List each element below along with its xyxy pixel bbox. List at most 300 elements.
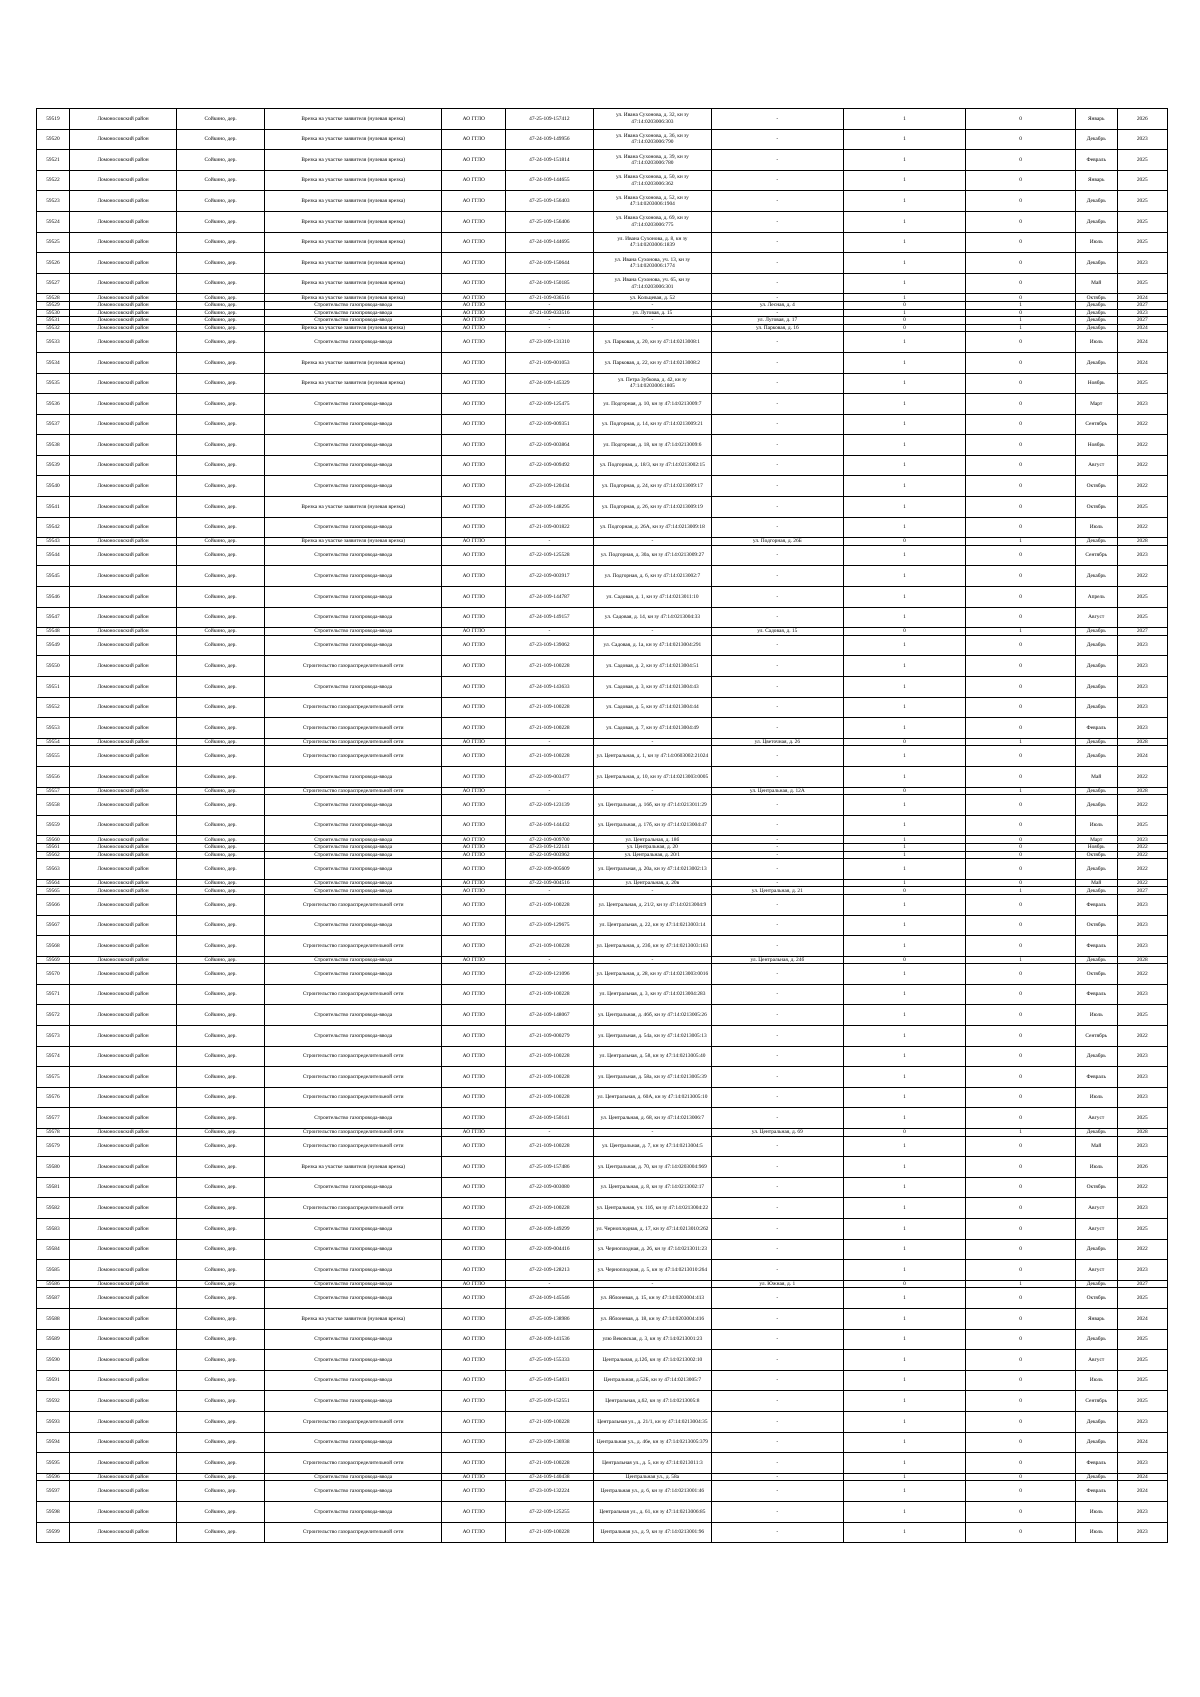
flag-a-cell: 1 — [843, 984, 966, 1005]
settlement-cell: Сойкино, дер. — [177, 656, 265, 677]
table-row — [37, 352, 1168, 373]
work-type-cell: Строительство газопровода-ввода — [264, 1026, 442, 1047]
settlement-cell: Сойкино, дер. — [177, 309, 265, 317]
row-number: 59585 — [37, 1260, 70, 1281]
year-cell: 2024 — [1117, 332, 1167, 353]
row-number: 59584 — [37, 1239, 70, 1260]
work-type-cell: Строительство газораспределительной сети — [264, 738, 442, 746]
flag-a-cell: 1 — [843, 1067, 966, 1088]
month-cell: Сентябрь — [1075, 1391, 1117, 1412]
flag-a-cell: 1 — [843, 1329, 966, 1350]
work-type-cell: Строительство газопровода-ввода — [264, 607, 442, 628]
organization-cell: АО ГГЛО — [442, 191, 506, 212]
application-code-cell: 47-21-109-001053 — [506, 352, 594, 373]
work-type-cell: Врезка на участке заявителя (нулевая врезка) — [264, 373, 442, 394]
district-cell: Ломоносовский район — [69, 1067, 176, 1088]
row-number: 59593 — [37, 1411, 70, 1432]
year-cell: 2025 — [1117, 273, 1167, 294]
work-type-cell: Строительство газопровода-ввода — [264, 414, 442, 435]
year-cell: 2023 — [1117, 1067, 1167, 1088]
flag-a-cell: 1 — [843, 545, 966, 566]
organization-cell: АО ГГЛО — [442, 815, 506, 836]
flag-b-cell: 0 — [966, 1087, 1076, 1108]
address-cell: ул. Ивана Сухонова, д. 32, кн зу 47:14:0203006:303 — [593, 109, 711, 130]
settlement-cell: Сойкино, дер. — [177, 497, 265, 518]
year-cell: 2022 — [1117, 455, 1167, 476]
address-cell: ул. Центральная, уч. 11б, кн зу 47:14:0213004:22 — [593, 1198, 711, 1219]
flag-b-cell: 0 — [966, 718, 1076, 739]
table-row — [37, 787, 1168, 795]
planned-address-cell: ул. Центральная, д. 24б — [712, 956, 844, 964]
flag-a-cell: 1 — [843, 497, 966, 518]
flag-b-cell: 1 — [966, 538, 1076, 546]
district-cell: Ломоносовский район — [69, 1136, 176, 1157]
settlement-cell: Сойкино, дер. — [177, 545, 265, 566]
district-cell: Ломоносовский район — [69, 455, 176, 476]
organization-cell: АО ГГЛО — [442, 1046, 506, 1067]
row-number: 59588 — [37, 1308, 70, 1329]
year-cell: 2022 — [1117, 1239, 1167, 1260]
month-cell: Октябрь — [1075, 1288, 1117, 1309]
settlement-cell: Сойкино, дер. — [177, 879, 265, 887]
settlement-cell: Сойкино, дер. — [177, 273, 265, 294]
address-cell: ул. Подгорная, д. 24, кн зу 47:14:0213009:17 — [593, 476, 711, 497]
organization-cell: АО ГГЛО — [442, 1198, 506, 1219]
planned-address-cell: - — [712, 697, 844, 718]
district-cell: Ломоносовский район — [69, 1005, 176, 1026]
planned-address-cell: ул. Центральная, д. 12А — [712, 787, 844, 795]
row-number: 59544 — [37, 545, 70, 566]
work-type-cell: Врезка на участке заявителя (нулевая врезка) — [264, 232, 442, 253]
planned-address-cell: - — [712, 1411, 844, 1432]
organization-cell: АО ГГЛО — [442, 859, 506, 880]
organization-cell: АО ГГЛО — [442, 394, 506, 415]
row-number: 59583 — [37, 1219, 70, 1240]
planned-address-cell: - — [712, 894, 844, 915]
settlement-cell: Сойкино, дер. — [177, 1026, 265, 1047]
address-cell: ул. Центральная, д. 60А, кн зу 47:14:0213005:10 — [593, 1087, 711, 1108]
year-cell: 2022 — [1117, 435, 1167, 456]
flag-a-cell: 1 — [843, 1481, 966, 1502]
application-code-cell: 47-24-109-144695 — [506, 232, 594, 253]
application-code-cell: 47-24-109-145329 — [506, 373, 594, 394]
flag-a-cell: 1 — [843, 936, 966, 957]
table-row — [37, 815, 1168, 836]
planned-address-cell: - — [712, 211, 844, 232]
flag-b-cell: 0 — [966, 1453, 1076, 1474]
flag-b-cell: 1 — [966, 628, 1076, 636]
table-row — [37, 1157, 1168, 1178]
flag-b-cell: 0 — [966, 697, 1076, 718]
application-code-cell: 47-25-109-154031 — [506, 1370, 594, 1391]
row-number: 59573 — [37, 1026, 70, 1047]
flag-a-cell: 0 — [843, 317, 966, 325]
application-code-cell: 47-21-109-100228 — [506, 936, 594, 957]
organization-cell: АО ГГЛО — [442, 538, 506, 546]
month-cell: Декабрь — [1075, 656, 1117, 677]
district-cell: Ломоносовский район — [69, 1219, 176, 1240]
row-number: 59541 — [37, 497, 70, 518]
flag-a-cell: 1 — [843, 517, 966, 538]
month-cell: Июль — [1075, 1087, 1117, 1108]
work-type-cell: Врезка на участке заявителя (нулевая врезка) — [264, 170, 442, 191]
planned-address-cell: - — [712, 566, 844, 587]
row-number: 59549 — [37, 635, 70, 656]
address-cell: ул. Парковая, д. 20, кн зу 47:14:0213008:1 — [593, 332, 711, 353]
planned-address-cell: - — [712, 476, 844, 497]
address-cell: - — [593, 956, 711, 964]
month-cell: Декабрь — [1075, 1411, 1117, 1432]
month-cell: Декабрь — [1075, 317, 1117, 325]
table-row — [37, 1308, 1168, 1329]
district-cell: Ломоносовский район — [69, 1177, 176, 1198]
planned-address-cell: - — [712, 677, 844, 698]
planned-address-cell: - — [712, 1308, 844, 1329]
year-cell: 2022 — [1117, 795, 1167, 816]
planned-address-cell: - — [712, 1239, 844, 1260]
flag-a-cell: 1 — [843, 1432, 966, 1453]
application-code-cell: 47-24-109-140438 — [506, 1473, 594, 1481]
application-code-cell: 47-25-109-155333 — [506, 1350, 594, 1371]
application-code-cell: 47-24-109-148295 — [506, 497, 594, 518]
address-cell: ул. Центральная, д. 28, кн зу 47:14:0213003:0016 — [593, 964, 711, 985]
planned-address-cell: - — [712, 607, 844, 628]
settlement-cell: Сойкино, дер. — [177, 1239, 265, 1260]
district-cell: Ломоносовский район — [69, 956, 176, 964]
address-cell: ул. Ивана Сухонова, уч. 13, кн зу 47:14:0203006:1774 — [593, 253, 711, 274]
district-cell: Ломоносовский район — [69, 1501, 176, 1522]
row-number: 59543 — [37, 538, 70, 546]
planned-address-cell: - — [712, 273, 844, 294]
organization-cell: АО ГГЛО — [442, 1087, 506, 1108]
row-number: 59557 — [37, 787, 70, 795]
table-row — [37, 628, 1168, 636]
month-cell: Декабрь — [1075, 253, 1117, 274]
work-type-cell: Строительство газопровода-ввода — [264, 915, 442, 936]
flag-a-cell: 1 — [843, 656, 966, 677]
organization-cell: АО ГГЛО — [442, 677, 506, 698]
row-number: 59532 — [37, 324, 70, 332]
row-number: 59522 — [37, 170, 70, 191]
flag-b-cell: 0 — [966, 150, 1076, 171]
flag-b-cell: 0 — [966, 1522, 1076, 1543]
table-row — [37, 836, 1168, 844]
flag-a-cell: 1 — [843, 836, 966, 844]
year-cell: 2025 — [1117, 232, 1167, 253]
row-number: 59571 — [37, 984, 70, 1005]
organization-cell: АО ГГЛО — [442, 294, 506, 302]
table-row — [37, 677, 1168, 698]
district-cell: Ломоносовский район — [69, 324, 176, 332]
planned-address-cell: - — [712, 1177, 844, 1198]
year-cell: 2023 — [1117, 1198, 1167, 1219]
row-number: 59568 — [37, 936, 70, 957]
application-code-cell: 47-25-109-156403 — [506, 191, 594, 212]
organization-cell: АО ГГЛО — [442, 566, 506, 587]
year-cell: 2024 — [1117, 1308, 1167, 1329]
district-cell: Ломоносовский район — [69, 476, 176, 497]
district-cell: Ломоносовский район — [69, 1391, 176, 1412]
work-type-cell: Врезка на участке заявителя (нулевая врезка) — [264, 253, 442, 274]
flag-a-cell: 1 — [843, 1501, 966, 1522]
table-row — [37, 1350, 1168, 1371]
settlement-cell: Сойкино, дер. — [177, 332, 265, 353]
flag-a-cell: 1 — [843, 1136, 966, 1157]
table-row — [37, 1108, 1168, 1129]
settlement-cell: Сойкино, дер. — [177, 1067, 265, 1088]
organization-cell: АО ГГЛО — [442, 150, 506, 171]
address-cell: ул. Центральная, д. 22, кн зу 47:14:0213003:14 — [593, 915, 711, 936]
flag-a-cell: 1 — [843, 129, 966, 150]
work-type-cell: Строительство газопровода-ввода — [264, 635, 442, 656]
flag-a-cell: 1 — [843, 1108, 966, 1129]
district-cell: Ломоносовский район — [69, 435, 176, 456]
work-type-cell: Строительство газопровода-ввода — [264, 887, 442, 895]
organization-cell: АО ГГЛО — [442, 211, 506, 232]
application-code-cell: 47-22-109-003864 — [506, 435, 594, 456]
table-row — [37, 1280, 1168, 1288]
settlement-cell: Сойкино, дер. — [177, 956, 265, 964]
planned-address-cell: - — [712, 352, 844, 373]
month-cell: Декабрь — [1075, 352, 1117, 373]
flag-a-cell: 1 — [843, 332, 966, 353]
organization-cell: АО ГГЛО — [442, 1481, 506, 1502]
month-cell: Октябрь — [1075, 476, 1117, 497]
year-cell: 2025 — [1117, 150, 1167, 171]
month-cell: Апрель — [1075, 587, 1117, 608]
table-row — [37, 1522, 1168, 1543]
organization-cell: АО ГГЛО — [442, 635, 506, 656]
year-cell: 2023 — [1117, 1501, 1167, 1522]
flag-a-cell: 1 — [843, 309, 966, 317]
month-cell: Июль — [1075, 1157, 1117, 1178]
planned-address-cell: - — [712, 332, 844, 353]
table-row — [37, 435, 1168, 456]
settlement-cell: Сойкино, дер. — [177, 1308, 265, 1329]
flag-a-cell: 1 — [843, 414, 966, 435]
address-cell: ул. Центральная, д. 21/2, кн зу 47:14:0213004:9 — [593, 894, 711, 915]
settlement-cell: Сойкино, дер. — [177, 795, 265, 816]
organization-cell: АО ГГЛО — [442, 787, 506, 795]
settlement-cell: Сойкино, дер. — [177, 766, 265, 787]
application-code-cell: 47-22-109-009492 — [506, 455, 594, 476]
address-cell: улю Вековская, д. 3, кн зу 47:14:0213001:23 — [593, 1329, 711, 1350]
organization-cell: АО ГГЛО — [442, 301, 506, 309]
district-cell: Ломоносовский район — [69, 795, 176, 816]
year-cell: 2025 — [1117, 1219, 1167, 1240]
address-cell: ул. Луговая, д. 15 — [593, 309, 711, 317]
work-type-cell: Врезка на участке заявителя (нулевая врезка) — [264, 129, 442, 150]
year-cell: 2022 — [1117, 843, 1167, 851]
flag-a-cell: 0 — [843, 301, 966, 309]
district-cell: Ломоносовский район — [69, 587, 176, 608]
table-row — [37, 879, 1168, 887]
planned-address-cell: - — [712, 795, 844, 816]
application-code-cell: 47-24-109-148067 — [506, 1005, 594, 1026]
settlement-cell: Сойкино, дер. — [177, 1177, 265, 1198]
district-cell: Ломоносовский район — [69, 738, 176, 746]
district-cell: Ломоносовский район — [69, 1370, 176, 1391]
address-cell: ул. Яблоневая, д. 18, кн зу 47:14:0203004:416 — [593, 1308, 711, 1329]
month-cell: Февраль — [1075, 936, 1117, 957]
address-cell: ул. Подгорная, д. 26, кн зу 47:14:0213009:19 — [593, 497, 711, 518]
flag-a-cell: 1 — [843, 1087, 966, 1108]
month-cell: Декабрь — [1075, 677, 1117, 698]
address-cell: ул. Центральная, д. 54а, кн зу 47:14:0213005:13 — [593, 1026, 711, 1047]
flag-a-cell: 1 — [843, 1453, 966, 1474]
month-cell: Октябрь — [1075, 497, 1117, 518]
application-code-cell: 47-21-109-036516 — [506, 294, 594, 302]
address-cell: Центральная, д.52Б, кн зу 47:14:0213005:7 — [593, 1370, 711, 1391]
gasification-register-table — [36, 108, 1168, 1543]
work-type-cell: Строительство газопровода-ввода — [264, 455, 442, 476]
flag-a-cell: 0 — [843, 887, 966, 895]
month-cell: Сентябрь — [1075, 545, 1117, 566]
district-cell: Ломоносовский район — [69, 1157, 176, 1178]
flag-a-cell: 1 — [843, 1046, 966, 1067]
application-code-cell: 47-23-109-139062 — [506, 635, 594, 656]
application-code-cell: 47-23-109-129675 — [506, 915, 594, 936]
row-number: 59531 — [37, 317, 70, 325]
organization-cell: АО ГГЛО — [442, 273, 506, 294]
month-cell: Август — [1075, 1260, 1117, 1281]
application-code-cell: - — [506, 538, 594, 546]
year-cell: 2025 — [1117, 587, 1167, 608]
row-number: 59534 — [37, 352, 70, 373]
district-cell: Ломоносовский район — [69, 517, 176, 538]
application-code-cell: - — [506, 628, 594, 636]
flag-b-cell: 0 — [966, 984, 1076, 1005]
organization-cell: АО ГГЛО — [442, 170, 506, 191]
year-cell: 2023 — [1117, 1522, 1167, 1543]
flag-a-cell: 1 — [843, 587, 966, 608]
work-type-cell: Строительство газораспределительной сети — [264, 1522, 442, 1543]
flag-b-cell: 0 — [966, 879, 1076, 887]
settlement-cell: Сойкино, дер. — [177, 859, 265, 880]
flag-b-cell: 0 — [966, 352, 1076, 373]
district-cell: Ломоносовский район — [69, 253, 176, 274]
flag-b-cell: 0 — [966, 677, 1076, 698]
flag-a-cell: 1 — [843, 635, 966, 656]
flag-b-cell: 0 — [966, 1350, 1076, 1371]
month-cell: Август — [1075, 1108, 1117, 1129]
address-cell: ул. Кольцевая, д. 52 — [593, 294, 711, 302]
flag-a-cell: 1 — [843, 1260, 966, 1281]
planned-address-cell: - — [712, 915, 844, 936]
district-cell: Ломоносовский район — [69, 887, 176, 895]
work-type-cell: Врезка на участке заявителя (нулевая врезка) — [264, 497, 442, 518]
district-cell: Ломоносовский район — [69, 309, 176, 317]
month-cell: Сентябрь — [1075, 414, 1117, 435]
settlement-cell: Сойкино, дер. — [177, 984, 265, 1005]
row-number: 59563 — [37, 859, 70, 880]
organization-cell: АО ГГЛО — [442, 915, 506, 936]
planned-address-cell: - — [712, 635, 844, 656]
planned-address-cell: - — [712, 373, 844, 394]
settlement-cell: Сойкино, дер. — [177, 1329, 265, 1350]
district-cell: Ломоносовский район — [69, 1481, 176, 1502]
month-cell: Август — [1075, 607, 1117, 628]
flag-a-cell: 1 — [843, 1350, 966, 1371]
district-cell: Ломоносовский район — [69, 815, 176, 836]
table-row — [37, 129, 1168, 150]
table-row — [37, 956, 1168, 964]
application-code-cell: 47-21-109-100228 — [506, 697, 594, 718]
table-row — [37, 309, 1168, 317]
planned-address-cell: - — [712, 656, 844, 677]
application-code-cell: - — [506, 738, 594, 746]
district-cell: Ломоносовский район — [69, 129, 176, 150]
flag-a-cell: 0 — [843, 628, 966, 636]
address-cell: ул. Центральная, д. 70, кн зу 47:14:0203004:969 — [593, 1157, 711, 1178]
planned-address-cell: - — [712, 1136, 844, 1157]
table-row — [37, 795, 1168, 816]
month-cell: Январь — [1075, 1308, 1117, 1329]
application-code-cell: 47-21-109-100228 — [506, 1198, 594, 1219]
district-cell: Ломоносовский район — [69, 859, 176, 880]
flag-b-cell: 0 — [966, 851, 1076, 859]
district-cell: Ломоносовский район — [69, 1239, 176, 1260]
planned-address-cell: - — [712, 1157, 844, 1178]
district-cell: Ломоносовский район — [69, 1432, 176, 1453]
work-type-cell: Строительство газопровода-ввода — [264, 1432, 442, 1453]
planned-address-cell: - — [712, 1473, 844, 1481]
year-cell: 2025 — [1117, 1391, 1167, 1412]
table-row — [37, 1177, 1168, 1198]
row-number: 59592 — [37, 1391, 70, 1412]
flag-b-cell: 0 — [966, 294, 1076, 302]
month-cell: Декабрь — [1075, 635, 1117, 656]
table-row — [37, 1239, 1168, 1260]
table-row — [37, 211, 1168, 232]
application-code-cell: 47-21-109-100228 — [506, 894, 594, 915]
application-code-cell: - — [506, 787, 594, 795]
address-cell: Центральная ул., д. 9, кн зу 47:14:0213001:96 — [593, 1522, 711, 1543]
year-cell: 2025 — [1117, 191, 1167, 212]
organization-cell: АО ГГЛО — [442, 1219, 506, 1240]
work-type-cell: Строительство газораспределительной сети — [264, 1198, 442, 1219]
year-cell: 2025 — [1117, 1350, 1167, 1371]
year-cell: 2022 — [1117, 964, 1167, 985]
work-type-cell: Врезка на участке заявителя (нулевая врезка) — [264, 150, 442, 171]
planned-address-cell: - — [712, 1481, 844, 1502]
year-cell: 2022 — [1117, 414, 1167, 435]
year-cell: 2025 — [1117, 1288, 1167, 1309]
flag-a-cell: 0 — [843, 1129, 966, 1137]
table-row — [37, 1481, 1168, 1502]
district-cell: Ломоносовский район — [69, 936, 176, 957]
planned-address-cell: - — [712, 170, 844, 191]
work-type-cell: Строительство газораспределительной сети — [264, 894, 442, 915]
flag-a-cell: 1 — [843, 964, 966, 985]
work-type-cell: Строительство газораспределительной сети — [264, 718, 442, 739]
work-type-cell: Строительство газораспределительной сети — [264, 1046, 442, 1067]
settlement-cell: Сойкино, дер. — [177, 1473, 265, 1481]
row-number: 59551 — [37, 677, 70, 698]
flag-b-cell: 0 — [966, 1329, 1076, 1350]
flag-b-cell: 0 — [966, 1136, 1076, 1157]
flag-b-cell: 0 — [966, 566, 1076, 587]
planned-address-cell: - — [712, 253, 844, 274]
district-cell: Ломоносовский район — [69, 332, 176, 353]
application-code-cell: 47-24-109-149157 — [506, 607, 594, 628]
work-type-cell: Строительство газопровода-ввода — [264, 517, 442, 538]
address-cell: ул. Ивана Сухонова, д. 8, кн зу 47:14:0203006:1839 — [593, 232, 711, 253]
settlement-cell: Сойкино, дер. — [177, 843, 265, 851]
settlement-cell: Сойкино, дер. — [177, 635, 265, 656]
year-cell: 2022 — [1117, 766, 1167, 787]
district-cell: Ломоносовский район — [69, 1473, 176, 1481]
